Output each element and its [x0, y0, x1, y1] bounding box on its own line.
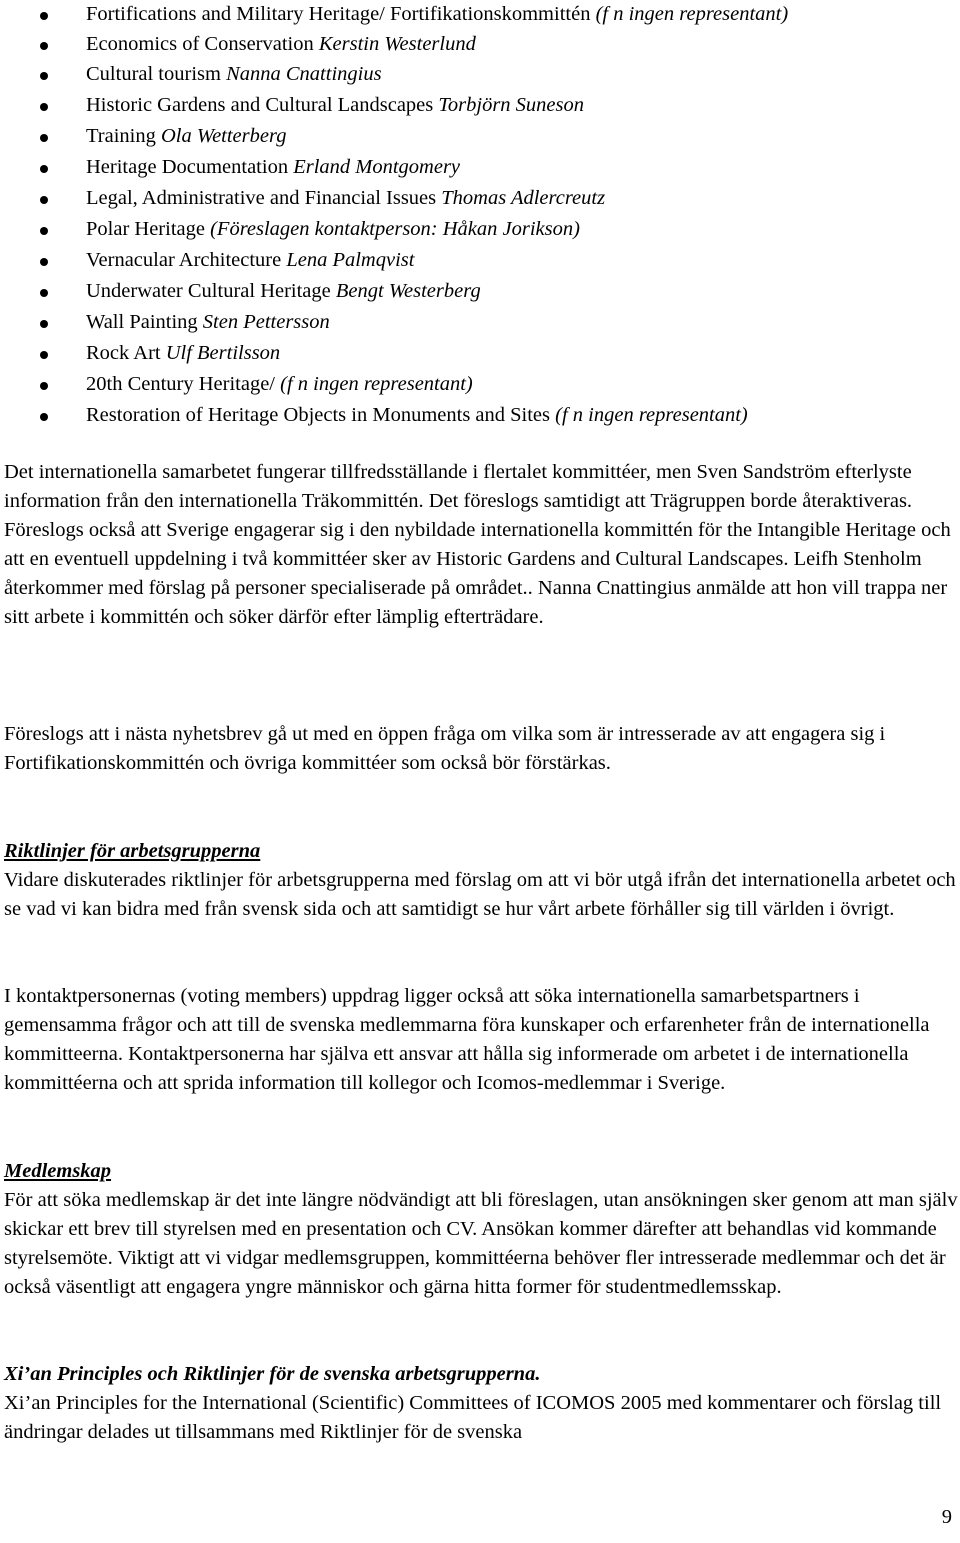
committee-name: Vernacular Architecture — [86, 249, 282, 271]
bullet-icon — [40, 289, 48, 297]
committee-name: Rock Art — [86, 342, 161, 364]
section-guidelines — [4, 837, 960, 924]
bullet-icon — [40, 12, 48, 20]
bullet-icon — [40, 103, 48, 111]
committee-person: Thomas Adlercreutz — [441, 187, 606, 209]
committee-name: Cultural tourism — [86, 63, 221, 85]
committee-name: 20th Century Heritage/ — [86, 373, 276, 395]
committee-person: (Föreslagen kontaktperson: Håkan Jorikson) — [210, 218, 580, 240]
committee-name: Historic Gardens and Cultural Landscapes — [86, 94, 434, 116]
bullet-icon — [40, 72, 48, 80]
committee-person: (f n ingen representant) — [555, 404, 748, 426]
committee-person: (f n ingen representant) — [595, 3, 789, 25]
paragraph-xian: Xi’an Principles for the International (Scientific) Committees of ICOMOS 2005 med kommentarer och förslag till ändringar delades ut tillsammans med Riktlinjer för de svenska — [4, 1392, 942, 1443]
committee-person: Ola Wetterberg — [161, 125, 287, 147]
paragraph-membership: För att söka medlemskap är det inte längre nödvändigt att bli föreslagen, utan ansökningen sker genom att man själv skickar ett brev till styrelsen med en presentation och CV. Ansökan kommer därefter att behandlas vid kommande styrelsemöte. Viktigt att vi vidgar medlemsgruppen, kommittéerna behöver fler intresserade medlemmar och det är också väsentligt att engagera yngre människor och gärna hitta former för studentmedlemsskap. — [4, 1189, 958, 1298]
section-xian — [4, 1360, 960, 1447]
bullet-icon — [40, 382, 48, 390]
committee-name: Training — [86, 125, 156, 147]
bullet-icon — [40, 351, 48, 359]
bullet-icon — [40, 42, 48, 50]
committee-name: Heritage Documentation — [86, 156, 289, 178]
page-number: 9 — [941, 1506, 952, 1528]
bullet-icon — [40, 227, 48, 235]
paragraph-newsletter: Föreslogs att i nästa nyhetsbrev gå ut med en öppen fråga om vilka som är intresserade av att engagera sig i Fortifikationskommittén och övriga kommittéer som också bör förstärkas. — [4, 723, 886, 774]
paragraph-contacts: I kontaktpersonernas (voting members) uppdrag ligger också att söka internationella samarbetspartners i gemensamma frågor och att till de svenska medlemmarna föra kunskaper och erfarenheter från de internationella kommitteerna. Kontaktpersonerna har själva ett ansvar att hålla sig informerade om arbetet i de internationella kommittéerna och att sprida information till kollegor och Icomos-medlemmar i Sverige. — [4, 985, 930, 1094]
committee-person: Kerstin Westerlund — [318, 33, 476, 55]
committee-name: Legal, Administrative and Financial Issues — [86, 187, 437, 209]
committee-person: Sten Pettersson — [202, 311, 330, 333]
committee-name: Polar Heritage — [86, 218, 205, 240]
section-heading: Xi’an Principles och Riktlinjer för de svenska arbetsgrupperna. — [4, 1363, 541, 1385]
committee-name: Underwater Cultural Heritage — [86, 280, 331, 302]
committee-person: Bengt Westerberg — [335, 280, 481, 302]
committee-name: Economics of Conservation — [86, 33, 314, 55]
bullet-icon — [40, 413, 48, 421]
section-heading: Riktlinjer för arbetsgrupperna — [4, 840, 261, 862]
bullet-icon — [40, 134, 48, 142]
committee-person: Torbjörn Suneson — [438, 94, 585, 116]
committee-person: Lena Palmqvist — [286, 249, 415, 271]
paragraph-guidelines: Vidare diskuterades riktlinjer för arbetsgrupperna med förslag om att vi bör utgå ifrån det internationella arbetet och se vad vi kan bidra med från svensk sida och att samtidigt se hur vårt arbete förhåller sig till världen i övrigt. — [4, 869, 956, 920]
section-membership — [4, 1157, 960, 1302]
bullet-icon — [40, 320, 48, 328]
section-heading: Medlemskap — [4, 1160, 112, 1182]
bullet-icon — [40, 165, 48, 173]
committee-name: Wall Painting — [86, 311, 198, 333]
committee-person: Erland Montgomery — [293, 156, 461, 178]
bullet-icon — [40, 258, 48, 266]
committee-person: Nanna Cnattingius — [226, 63, 382, 85]
committee-name: Restoration of Heritage Objects in Monuments and Sites — [86, 404, 551, 426]
bullet-icon — [40, 196, 48, 204]
paragraph-intl-cooperation: Det internationella samarbetet fungerar tillfredsställande i flertalet kommittéer, men Sven Sandström efterlyste information från den internationella Träkommittén. Det föreslogs samtidigt att Trägruppen borde återaktiveras. Föreslogs också att Sverige engagerar sig i den nybildade internationella kommittén för the Intangible Heritage och att en eventuell uppdelning i två kommittéer sker av Historic Gardens and Cultural Landscapes. Leifh Stenholm återkommer med förslag på personer specialiserade på området.. Nanna Cnattingius anmälde att hon vill trappa ner sitt arbete i kommittén och söker därför efter lämplig efterträdare. — [4, 461, 951, 628]
committee-person: (f n ingen representant) — [280, 373, 473, 395]
committee-name: Fortifications and Military Heritage/ Fortifikationskommittén — [86, 3, 591, 25]
committee-person: Ulf Bertilsson — [165, 342, 281, 364]
